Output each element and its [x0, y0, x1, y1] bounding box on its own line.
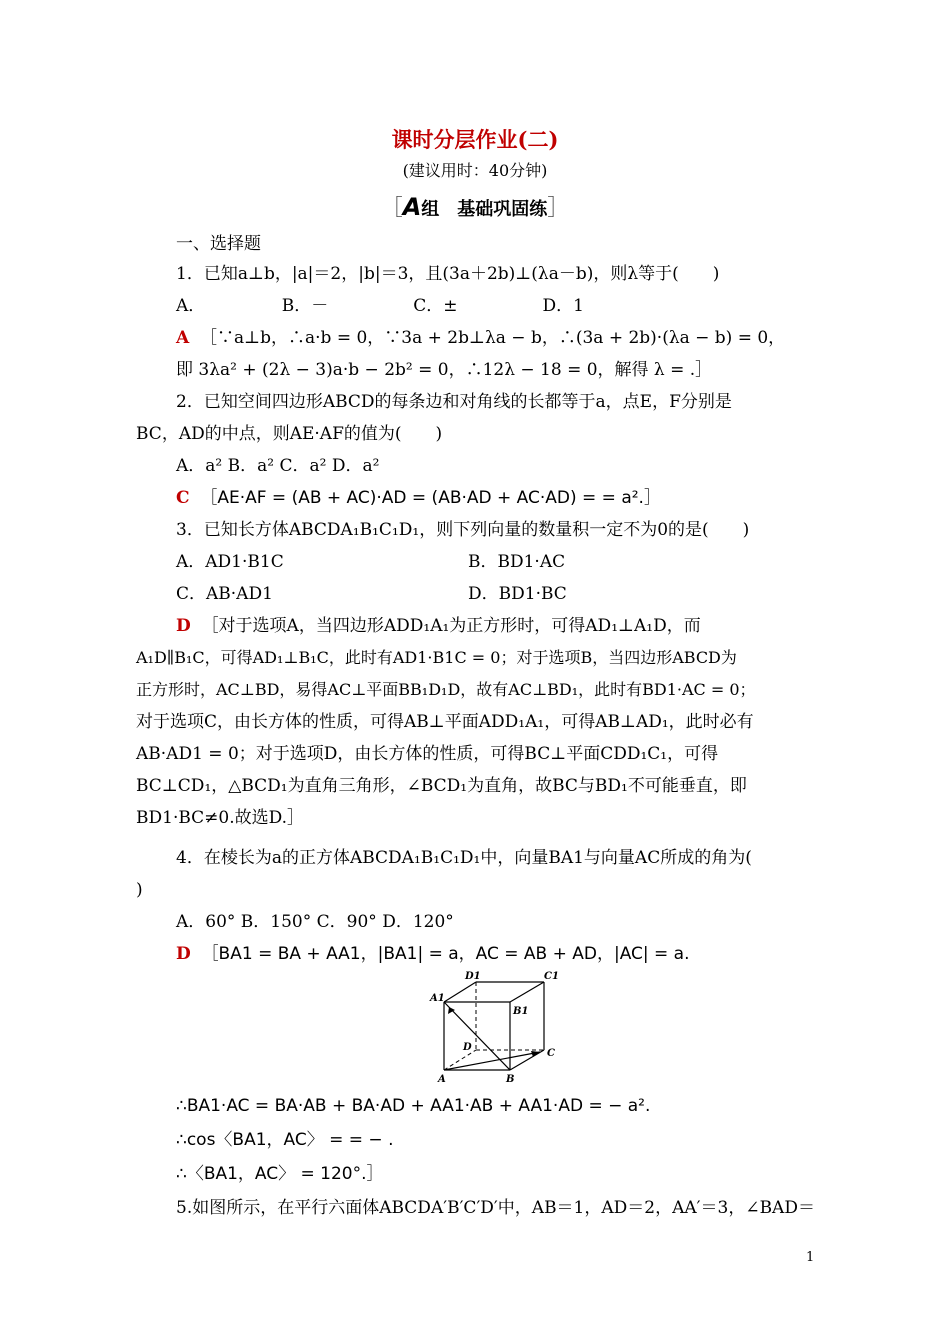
label-a: A [438, 1074, 446, 1085]
question-4: 4．在棱长为a的正方体ABCDA₁B₁C₁D₁中，向量BA1与向量AC所成的角为( [176, 848, 752, 868]
answer-3: D ［对于选项A，当四边形ADD₁A₁为正方形时，可得AD₁⊥A₁D，而 [176, 616, 701, 636]
label-a1: A1 [430, 993, 445, 1004]
arrow-ac [531, 1051, 540, 1057]
answer-1: A ［∵a⊥b，∴a·b = 0，∵3a + 2b⊥λa − b，∴(3a + 2b)·(λa − b) = 0， [176, 328, 786, 348]
question-2-options: A．a² B．a² C．a² D．a² [176, 456, 380, 476]
question-3-option-d: D．BD1·BC [468, 584, 567, 604]
answer-3-l7: BD1·BC≠0.故选D.］ [136, 808, 305, 828]
answer-3-l2: A₁D∥B₁C，可得AD₁⊥B₁C，此时有AD1·B1C = 0；对于选项B，当四边形ABCD为 [136, 648, 737, 667]
suggested-time: (建议用时：40分钟) [402, 161, 548, 180]
question-3: 3．已知长方体ABCDA₁B₁C₁D₁，则下列向量的数量积一定不为0的是( ) [176, 520, 750, 540]
question-4-options: A．60° B．150° C．90° D．120° [176, 912, 454, 932]
answer-3-l5: AB·AD1 = 0；对于选项D，由长方体的性质，可得BC⊥平面CDD₁C₁，可得 [136, 744, 719, 764]
edge-bc [510, 1050, 544, 1070]
label-c: C [547, 1048, 555, 1059]
page-title: 课时分层作业(二) [391, 127, 559, 152]
edge-b1c1 [510, 982, 544, 1002]
group-label: 组 基础巩固练 [421, 199, 548, 220]
label-b: B [506, 1074, 515, 1085]
question-2-cont: BC，AD的中点，则AE·AF的值为( ) [136, 424, 443, 444]
question-2: 2．已知空间四边形ABCD的每条边和对角线的长都等于a，点E，F分别是 [176, 392, 732, 412]
question-4-cont: ) [136, 880, 143, 900]
label-b1: B1 [513, 1006, 529, 1017]
page-number: 1 [806, 1250, 815, 1265]
question-5: 5.如图所示，在平行六面体ABCDA′B′C′D′中，AB＝1，AD＝2，AA′＝3，∠BAD＝ [176, 1198, 815, 1218]
cube-figure [428, 968, 568, 1086]
question-3-option-a: A．AD1·B1C [176, 552, 284, 572]
question-3-option-b: B．BD1·AC [468, 552, 566, 572]
label-d: D [463, 1042, 472, 1053]
group-letter: A [402, 193, 422, 221]
label-d1: D1 [465, 971, 481, 982]
group-heading: ［A组 基础巩固练］ [380, 193, 570, 221]
question-1-options: A． B．－ C．± D．1 [176, 296, 584, 316]
answer-1-cont: 即 3λa² + (2λ − 3)a·b − 2b² = 0，∴12λ − 18 = 0，解得 λ = .］ [176, 360, 713, 380]
section-heading: 一、选择题 [176, 234, 261, 254]
answer-4-l3: ∴cos〈BA1，AC〉 = = − . [176, 1130, 394, 1150]
answer-3-l6: BC⊥CD₁，△BCD₁为直角三角形，∠BCD₁为直角，故BC与BD₁不可能垂直，即 [136, 776, 747, 796]
edge-a1d1 [444, 982, 476, 1002]
question-1: 1．已知a⊥b，|a|＝2，|b|＝3，且(3a＋2b)⊥(λa－b)，则λ等于( ) [176, 264, 720, 284]
answer-3-l4: 对于选项C，由长方体的性质，可得AB⊥平面ADD₁A₁，可得AB⊥AD₁，此时必有 [136, 712, 754, 732]
question-3-option-c: C．AB·AD1 [176, 584, 273, 604]
answer-2: C ［AE·AF = (AB + AC)·AD = (AB·AD + AC·AD) = = a².］ [176, 488, 661, 508]
answer-4: D ［BA1 = BA + AA1，|BA1| = a，AC = AB + AD，|AC| = a. [176, 944, 690, 964]
answer-4-l4: ∴〈BA1，AC〉 = 120°.］ [176, 1164, 384, 1184]
answer-3-l3: 正方形时，AC⊥BD，易得AC⊥平面BB₁D₁D，故有AC⊥BD₁，此时有BD1·AC = 0； [136, 680, 756, 699]
label-c1: C1 [544, 971, 559, 982]
answer-4-l2: ∴BA1·AC = BA·AB + BA·AD + AA1·AB + AA1·AD = − a². [176, 1096, 651, 1116]
